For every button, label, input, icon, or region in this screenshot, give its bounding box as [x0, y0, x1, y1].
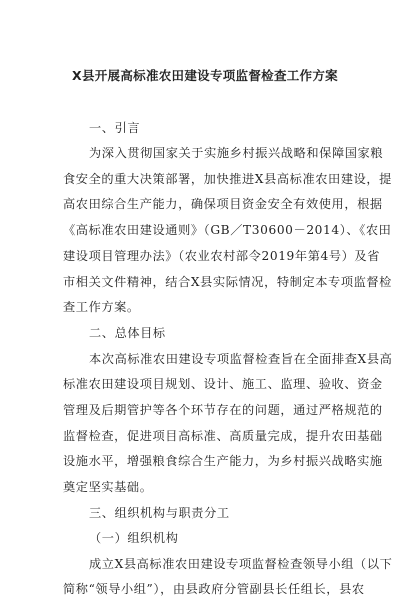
paragraph-line: 食安全的重大决策部署，加快推进X县高标准农田建设，提	[63, 172, 392, 186]
paragraph-line: 高农田综合生产能力，确保项目资金安全有效使用，根据	[63, 197, 383, 211]
section-heading-organization: 三、组织机构与职责分工	[89, 506, 230, 520]
document-title: X县开展高标准农田建设专项监督检查工作方案	[72, 68, 338, 83]
section-heading-intro: 一、引言	[89, 121, 141, 135]
paragraph-line: 奠定坚实基础。	[63, 480, 153, 494]
paragraph-line: 简称“领导小组”），由县政府分管副县长任组长，县农	[63, 582, 365, 596]
section-heading-goals: 二、总体目标	[89, 326, 166, 340]
paragraph-line: 为深入贯彻国家关于实施乡村振兴战略和保障国家粮	[89, 146, 384, 160]
paragraph-line: 本次高标准农田建设专项监督检查旨在全面排查X县高	[89, 352, 393, 366]
paragraph-line: 监督检查，促进项目高标准、高质量完成，提升农田基础	[63, 429, 383, 443]
paragraph-line: 市相关文件精神，结合X县实际情况，特制定本专项监督检	[63, 275, 392, 289]
subsection-heading: （一）组织机构	[89, 531, 179, 545]
paragraph-line: 建设项目管理办法》（农业农村部令2019年第4号）及省	[63, 249, 380, 263]
paragraph-line: 标准农田建设项目规划、设计、施工、监理、验收、资金	[63, 377, 383, 391]
paragraph-line: 成立X县高标准农田建设专项监督检查领导小组（以下	[89, 557, 393, 571]
paragraph-line: 管理及后期管护等各个环节存在的问题，通过严格规范的	[63, 403, 383, 417]
paragraph-line: 设施水平，增强粮食综合生产能力，为乡村振兴战略实施	[63, 454, 383, 468]
paragraph-line: 《高标准农田建设通则》（GB／T30600－2014）、《农田	[63, 223, 392, 237]
paragraph-line: 查工作方案。	[63, 300, 140, 314]
